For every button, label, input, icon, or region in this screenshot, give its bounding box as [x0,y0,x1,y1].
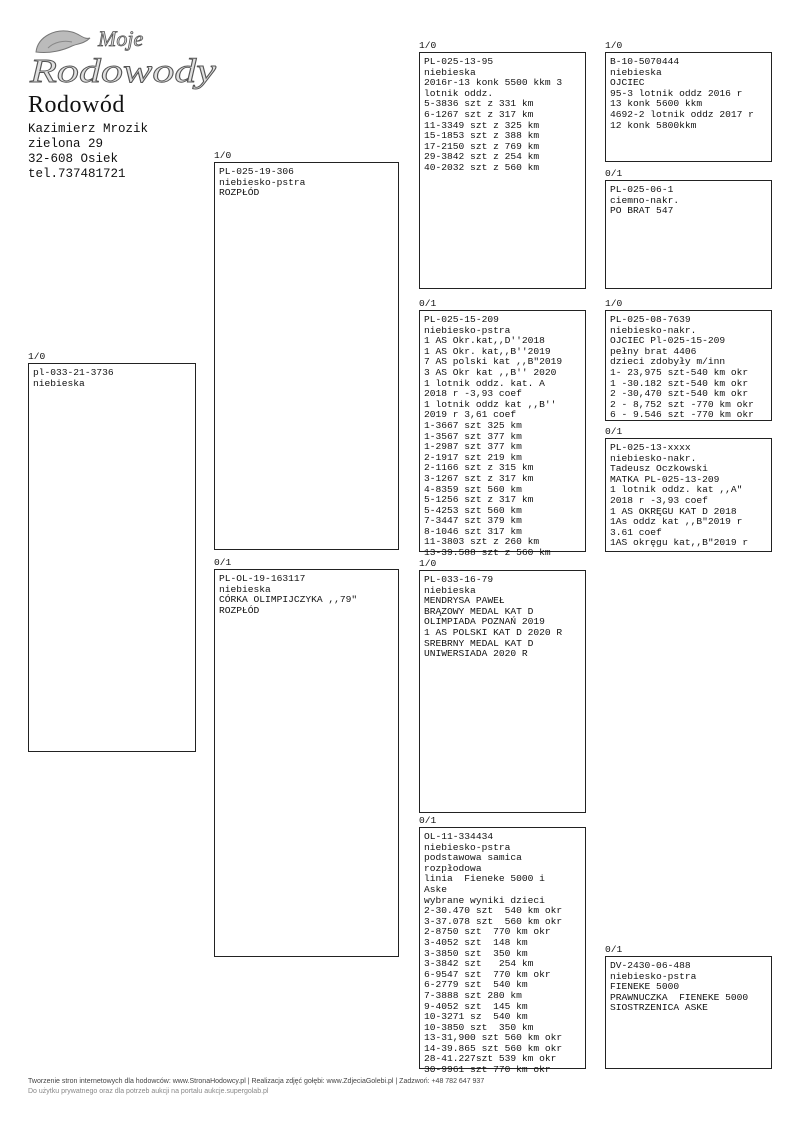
pedigree-box-mmm [605,956,772,1069]
pedigree-line: 2018 r -3,93 coef [424,388,522,400]
pedigree-line: 28-41.227szt 539 km okr [424,1053,557,1065]
pedigree-line: niebieska [610,66,662,78]
pedigree-line: SREBRNY MEDAL KAT D [424,637,534,649]
pedigree-line: 4692-2 lotnik oddz 2017 r [610,108,754,120]
pedigree-line: 13-39.588 szt z 560 km [424,547,551,559]
pedigree-line: niebieska [424,66,476,78]
pedigree-line: 13 konk 5600 kkm [610,98,703,110]
pedigree-line: DV-2430-06-488 [610,960,691,971]
pedigree-line: ROZPŁÓD [219,604,260,616]
father-sex-label: 1/0 [214,150,232,161]
pedigree-line: 3-3842 szt 254 km [424,958,534,970]
pedigree-line: 6-2779 szt 540 km [424,979,528,991]
pedigree-box-ffm [605,180,772,289]
pedigree-line: FIENEKE 5000 [610,981,680,993]
pedigree-line: 11-3803 szt z 260 km [424,536,540,548]
pedigree-line: 1 AS Okr.kat,,D''2018 [424,335,545,347]
pedigree-line: PL-025-06-1 [610,184,674,195]
pedigree-line: Tadeusz Oczkowski [610,463,708,475]
fmf-sex-label: 1/0 [605,298,623,309]
pedigree-line: OJCIEC [610,77,645,89]
pedigree-line: 6-9547 szt 770 km okr [424,968,551,980]
pedigree-line: CÓRKA OLIMPIJCZYKA ,,79" [219,594,358,606]
pedigree-line: 3 AS Okr kat ,,B'' 2020 [424,366,557,378]
pedigree-line: niebiesko-pstra [610,970,697,982]
pedigree-line: 5-4253 szt 560 km [424,504,522,516]
pedigree-line: 1-3567 szt 377 km [424,430,522,442]
pedigree-line: dzieci zdobyły m/inn [610,356,726,368]
mother-sex-label: 0/1 [214,557,232,568]
pedigree-box-fff [605,52,772,162]
pedigree-line: niebiesko-pstra [219,176,306,188]
pedigree-line: rozpłodowa [424,862,482,874]
pedigree-line: PL-025-13-xxxx [610,442,691,453]
pedigree-box-ff [419,52,586,289]
footer-usage-note: Do użytku prywatnego oraz dla potrzeb aukcji na portalu aukcje.supergolab.pl [28,1088,269,1095]
pedigree-line: 2 - 8,752 szt -770 km okr [610,398,754,410]
pedigree-line: 2018 r -3,93 coef [610,494,708,506]
pedigree-line: 9-4052 szt 145 km [424,1000,528,1012]
pedigree-line: 4-8359 szt 560 km [424,483,522,495]
pedigree-line: podstawowa samica [424,852,522,864]
fff-sex-label: 1/0 [605,40,623,51]
pedigree-box-subject [28,363,196,752]
pedigree-line: 14-39.865 szt 560 km okr [424,1042,563,1054]
pedigree-line: 3-1267 szt z 317 km [424,472,534,484]
pedigree-line: 1 AS OKRĘGU KAT D 2018 [610,505,737,517]
pedigree-line: lotnik oddz. [424,87,494,99]
pedigree-box-mf [419,570,586,813]
pedigree-line: niebieska [219,583,271,595]
pedigree-line: 1 AS POLSKI KAT D 2020 R [424,626,563,638]
pedigree-line: MATKA PL-025-13-209 [610,473,720,485]
pedigree-line: 6-1267 szt z 317 km [424,108,534,120]
svg-text:Moje: Moje [98,26,144,51]
pedigree-box-fmm [605,438,772,552]
pedigree-line: niebieska [33,377,85,389]
pedigree-line: 1 lotnik oddz. kat. A [424,377,545,389]
pedigree-line: 30-9961 szt 770 km okr [424,1064,551,1076]
pedigree-line: 1-3667 szt 325 km [424,419,522,431]
pedigree-line: 3.61 coef [610,526,662,538]
pedigree-line: pl-033-21-3736 [33,367,114,378]
pedigree-box-father [214,162,399,550]
pedigree-line: 2019 r 3,61 coef [424,409,517,421]
pedigree-line: linia Fieneke 5000 i [424,873,545,885]
pedigree-line: ROZPŁÓD [219,187,260,199]
pedigree-line: niebiesko-pstra [424,841,511,853]
ff-sex-label: 1/0 [419,40,437,51]
pedigree-line: PL-025-19-306 [219,166,294,177]
pedigree-line: 6 - 9.546 szt -770 km okr [610,409,754,421]
pedigree-line: 40-2032 szt z 560 km [424,161,540,173]
pedigree-line: niebiesko-pstra [424,324,511,336]
pedigree-line: 1 lotnik oddz. kat ,,A" [610,484,743,496]
pedigree-line: 2-1166 szt z 315 km [424,462,534,474]
owner-info [28,122,148,182]
pedigree-line: 1 AS Okr. kat,,B''2019 [424,345,551,357]
pedigree-line: PL-025-13-95 [424,56,494,67]
pedigree-box-fm [419,310,586,559]
footer [28,1078,484,1095]
footer-credits: Tworzenie stron internetowych dla hodowców: www.StronaHodowcy.pl | Realizacja zdjęć gołębi: www.ZdjeciaGolebi.pl | Zadzwoń: +48 782 647 937 [28,1078,485,1085]
pedigree-line: 11-3349 szt z 325 km [424,119,540,131]
pedigree-line: PL-025-15-209 [424,314,499,325]
pedigree-line: 17-2150 szt z 769 km [424,140,540,152]
pedigree-line: 3-3850 szt 350 km [424,947,528,959]
pedigree-line: 3-37.078 szt 560 km okr [424,915,563,927]
pedigree-line: 1As oddz kat ,,B"2019 r [610,516,743,528]
pedigree-line: 5-3836 szt z 331 km [424,98,534,110]
pedigree-line: wybrane wyniki dzieci [424,894,545,906]
pedigree-line: 7 AS polski kat ,,B"2019 [424,356,563,368]
pedigree-line: 15-1853 szt z 388 km [424,130,540,142]
pedigree-line: 1- 23,975 szt-540 km okr [610,366,749,378]
pedigree-line: 2-30.470 szt 540 km okr [424,905,563,917]
pedigree-line: Aske [424,883,448,895]
pedigree-line: 95-3 lotnik oddz 2016 r [610,87,743,99]
pedigree-line: 2-8750 szt 770 km okr [424,926,551,938]
pedigree-line: OJCIEC Pl-025-15-209 [610,335,726,347]
mf-sex-label: 1/0 [419,558,437,569]
pedigree-line: 2-1917 szt 219 km [424,451,522,463]
pedigree-line: 29-3842 szt z 254 km [424,151,540,163]
pedigree-line: niebiesko-nakr. [610,452,697,464]
pedigree-line: 8-1046 szt 317 km [424,525,522,537]
pedigree-box-mm [419,827,586,1076]
pedigree-line: 10-3850 szt 350 km [424,1021,534,1033]
pedigree-box-mother [214,569,399,957]
owner-city: 32-608 Osiek [28,152,119,166]
pedigree-line: SIOSTRZENICA ASKE [610,1002,708,1014]
pedigree-line: 1 lotnik oddz kat ,,B'' [424,398,557,410]
moje-rodowody-logo [28,22,218,90]
pedigree-line: 10-3271 sz 540 km [424,1011,528,1023]
pedigree-box-fmf [605,310,772,421]
pedigree-line: 7-3888 szt 280 km [424,989,522,1001]
pedigree-line: pełny brat 4406 [610,345,697,357]
pedigree-line: niebieska [424,584,476,596]
pigeon-logo-icon [36,31,90,53]
pedigree-line: MENDRYSA PAWEŁ [424,595,505,607]
mmm-sex-label: 0/1 [605,944,623,955]
fmm-sex-label: 0/1 [605,426,623,437]
pedigree-line: PRAWNUCZKA FIENEKE 5000 [610,991,749,1003]
pedigree-line: ciemno-nakr. [610,194,680,206]
pedigree-line: niebiesko-nakr. [610,324,697,336]
pedigree-line: 1-2987 szt 377 km [424,441,522,453]
owner-street: zielona 29 [28,137,104,151]
pedigree-line: 3-4052 szt 148 km [424,936,528,948]
pedigree-line: 13-31,900 szt 560 km okr [424,1032,563,1044]
fm-sex-label: 0/1 [419,298,437,309]
ffm-sex-label: 0/1 [605,168,623,179]
pedigree-line: 2016r-13 konk 5500 kkm 3 [424,77,563,89]
page-title: Rodowód [28,92,125,118]
pedigree-line: 12 konk 5800kkm [610,119,697,131]
pedigree-line: PL-025-08-7639 [610,314,691,325]
pedigree-line: 5-1256 szt z 317 km [424,494,534,506]
pedigree-line: 1 -30.182 szt-540 km okr [610,377,749,389]
pedigree-line: OLIMPIADA POZNAŃ 2019 [424,616,545,628]
pedigree-line: BRĄZOWY MEDAL KAT D [424,605,534,617]
pedigree-line: OL-11-334434 [424,831,494,842]
subject-sex-label: 1/0 [28,351,46,362]
pedigree-line: PO BRAT 547 [610,205,674,217]
pedigree-line: 1AS okręgu kat,,B"2019 r [610,537,749,549]
pedigree-line: B-10-5070444 [610,56,680,67]
pedigree-line: PL-OL-19-163117 [219,573,306,584]
owner-phone: tel.737481721 [28,167,126,181]
pedigree-line: 2 -30,470 szt-540 km okr [610,388,749,400]
owner-name: Kazimierz Mrozik [28,122,149,136]
mm-sex-label: 0/1 [419,815,437,826]
svg-text:Rodowody: Rodowody [28,53,218,90]
pedigree-line: UNIWERSIADA 2020 R [424,648,528,660]
pedigree-line: PL-033-16-79 [424,574,494,585]
pedigree-line: 7-3447 szt 379 km [424,515,522,527]
